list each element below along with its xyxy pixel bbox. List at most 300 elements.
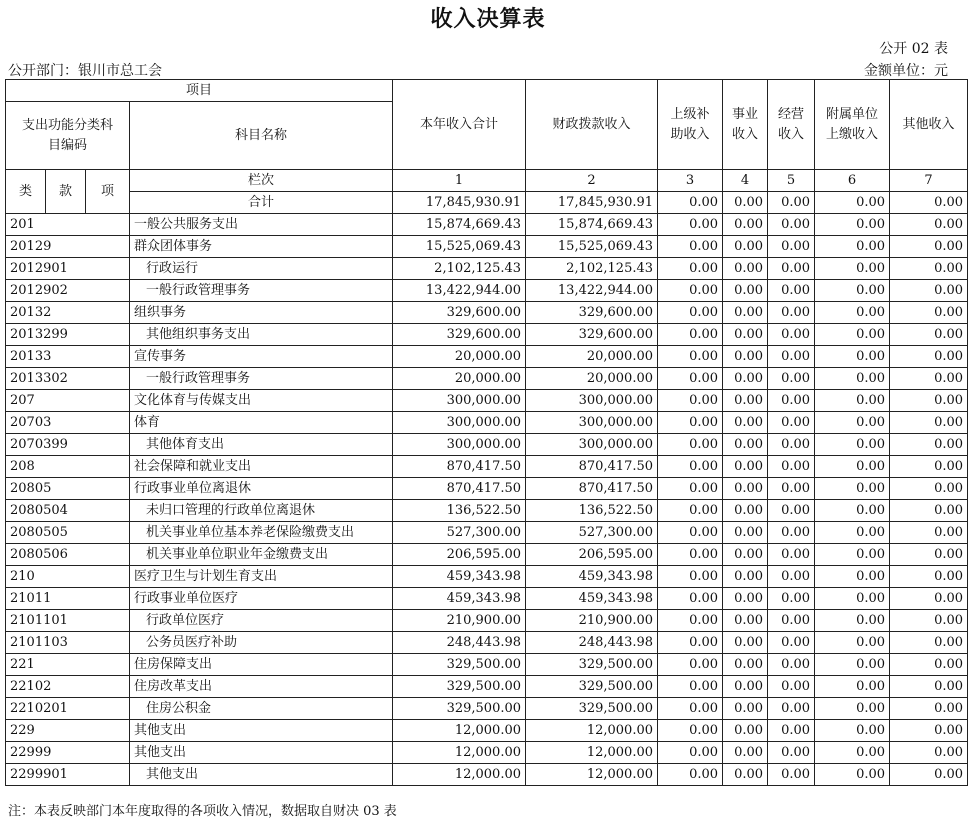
total-value: 0.00 [890,192,968,214]
row-value: 870,417.50 [393,478,526,500]
row-value: 300,000.00 [526,390,658,412]
column-number-row [6,170,968,192]
row-code: 207 [6,390,130,412]
column-number: 6 [815,170,890,192]
row-value: 210,900.00 [526,610,658,632]
row-value: 0.00 [890,720,968,742]
business-income-header-line1: 事业 [732,106,759,122]
row-value: 12,000.00 [526,742,658,764]
row-code: 2012902 [6,280,130,302]
row-value: 0.00 [723,258,768,280]
row-value: 0.00 [815,698,890,720]
row-value: 0.00 [890,390,968,412]
row-subject-name: 一般公共服务支出 [130,214,393,236]
table-row [6,478,968,500]
table-row [6,434,968,456]
row-value: 0.00 [815,412,890,434]
row-subject-name: 宣传事务 [130,346,393,368]
row-value: 0.00 [890,368,968,390]
row-code: 2070399 [6,434,130,456]
row-subject-name: 一般行政管理事务 [130,280,393,302]
column-number: 3 [658,170,723,192]
row-value: 0.00 [890,566,968,588]
footnote: 注：本表反映部门本年度取得的各项收入情况，数据取自财决 03 表 [8,804,397,819]
row-value: 0.00 [723,390,768,412]
operating-income-header-line2: 收入 [778,126,805,142]
column-number: 1 [393,170,526,192]
row-value: 459,343.98 [526,588,658,610]
row-code: 20132 [6,302,130,324]
row-value: 0.00 [723,324,768,346]
row-subject-name: 体育 [130,412,393,434]
table-row [6,632,968,654]
upper-subsidy-header-line1: 上级补 [670,106,710,122]
row-value: 0.00 [768,324,815,346]
row-value: 13,422,944.00 [393,280,526,302]
row-value: 0.00 [723,566,768,588]
row-value: 20,000.00 [393,368,526,390]
row-subject-name: 机关事业单位职业年金缴费支出 [130,544,393,566]
row-value: 0.00 [890,456,968,478]
row-value: 0.00 [815,720,890,742]
table-row [6,522,968,544]
row-value: 0.00 [815,610,890,632]
table-row [6,742,968,764]
row-value: 0.00 [658,610,723,632]
row-subject-name: 群众团体事务 [130,236,393,258]
row-code: 2210201 [6,698,130,720]
row-value: 0.00 [723,742,768,764]
other-income-header: 其他收入 [890,80,968,170]
row-value: 0.00 [723,522,768,544]
row-code: 2299901 [6,764,130,786]
row-value: 0.00 [815,258,890,280]
row-value: 0.00 [890,500,968,522]
row-value: 248,443.98 [393,632,526,654]
row-value: 329,600.00 [393,324,526,346]
table-row [6,346,968,368]
row-value: 13,422,944.00 [526,280,658,302]
row-value: 206,595.00 [393,544,526,566]
row-value: 329,500.00 [526,654,658,676]
row-code: 2080506 [6,544,130,566]
row-subject-name: 其他支出 [130,742,393,764]
table-row [6,588,968,610]
row-value: 329,500.00 [526,676,658,698]
row-value: 2,102,125.43 [393,258,526,280]
row-value: 0.00 [815,676,890,698]
row-value: 0.00 [658,368,723,390]
amount-unit-label: 金额单位：元 [864,63,948,79]
row-value: 300,000.00 [526,434,658,456]
table-row [6,368,968,390]
row-value: 0.00 [768,500,815,522]
row-subject-name: 其他体育支出 [130,434,393,456]
row-value: 0.00 [768,676,815,698]
row-value: 0.00 [768,214,815,236]
table-row [6,280,968,302]
row-value: 300,000.00 [526,412,658,434]
row-value: 12,000.00 [393,720,526,742]
row-value: 0.00 [768,522,815,544]
row-subject-name: 一般行政管理事务 [130,368,393,390]
upper-subsidy-header-line2: 助收入 [670,126,710,142]
row-code: 20703 [6,412,130,434]
row-code: 2080505 [6,522,130,544]
row-value: 0.00 [658,566,723,588]
row-value: 15,525,069.43 [393,236,526,258]
row-code: 210 [6,566,130,588]
row-value: 210,900.00 [393,610,526,632]
total-income-header: 本年收入合计 [393,80,526,170]
row-subject-name: 行政事业单位离退休 [130,478,393,500]
page-title: 收入决算表 [430,7,546,32]
row-value: 870,417.50 [526,478,658,500]
row-value: 0.00 [658,544,723,566]
row-value: 0.00 [723,434,768,456]
table-row [6,676,968,698]
header-row-1 [6,80,968,102]
row-subject-name: 社会保障和就业支出 [130,456,393,478]
row-value: 300,000.00 [393,390,526,412]
row-value: 0.00 [723,720,768,742]
row-value: 20,000.00 [393,346,526,368]
row-value: 0.00 [815,764,890,786]
row-value: 0.00 [658,522,723,544]
row-value: 0.00 [815,302,890,324]
row-value: 0.00 [658,258,723,280]
row-subject-name: 医疗卫生与计划生育支出 [130,566,393,588]
row-value: 0.00 [723,478,768,500]
row-value: 0.00 [658,390,723,412]
table-row [6,390,968,412]
table-row [6,456,968,478]
row-value: 0.00 [890,346,968,368]
row-value: 12,000.00 [526,720,658,742]
row-value: 0.00 [658,412,723,434]
affiliated-income-header-line2: 上缴收入 [826,126,879,142]
row-value: 206,595.00 [526,544,658,566]
row-subject-name: 其他支出 [130,720,393,742]
row-subject-name: 公务员医疗补助 [130,632,393,654]
row-value: 0.00 [890,544,968,566]
affiliated-income-header [815,80,890,170]
row-value: 12,000.00 [526,764,658,786]
row-value: 0.00 [890,324,968,346]
row-subject-name: 其他支出 [130,764,393,786]
row-value: 0.00 [768,698,815,720]
row-code: 2101101 [6,610,130,632]
row-value: 0.00 [658,654,723,676]
row-value: 459,343.98 [393,588,526,610]
row-value: 0.00 [658,632,723,654]
total-value: 17,845,930.91 [526,192,658,214]
row-value: 0.00 [768,456,815,478]
table-row [6,566,968,588]
row-subject-name: 住房改革支出 [130,676,393,698]
row-code: 20805 [6,478,130,500]
row-value: 0.00 [815,742,890,764]
row-value: 0.00 [890,742,968,764]
row-value: 0.00 [815,324,890,346]
lei-header: 类 [6,170,46,214]
row-value: 12,000.00 [393,764,526,786]
row-value: 0.00 [768,434,815,456]
row-value: 0.00 [815,214,890,236]
business-income-header-line2: 收入 [732,126,759,142]
row-value: 0.00 [723,698,768,720]
row-value: 0.00 [890,610,968,632]
row-value: 0.00 [768,764,815,786]
column-number: 4 [723,170,768,192]
row-code: 208 [6,456,130,478]
row-value: 0.00 [890,302,968,324]
row-value: 0.00 [890,434,968,456]
row-value: 20,000.00 [526,346,658,368]
row-value: 329,500.00 [393,698,526,720]
total-value: 0.00 [768,192,815,214]
row-code: 22999 [6,742,130,764]
row-code: 20129 [6,236,130,258]
row-value: 0.00 [815,346,890,368]
row-value: 0.00 [815,632,890,654]
row-value: 0.00 [815,654,890,676]
row-value: 0.00 [890,632,968,654]
form-number: 公开 02 表 [879,41,948,57]
row-value: 0.00 [723,544,768,566]
row-value: 0.00 [890,236,968,258]
row-code: 201 [6,214,130,236]
row-value: 0.00 [768,258,815,280]
row-value: 0.00 [768,632,815,654]
column-label: 栏次 [130,170,393,192]
row-code: 2080504 [6,500,130,522]
row-value: 0.00 [768,390,815,412]
row-value: 0.00 [658,588,723,610]
row-value: 329,500.00 [393,654,526,676]
table-row [6,610,968,632]
row-value: 0.00 [658,676,723,698]
row-value: 329,600.00 [393,302,526,324]
row-subject-name: 其他组织事务支出 [130,324,393,346]
row-value: 0.00 [815,390,890,412]
row-value: 329,500.00 [393,676,526,698]
row-value: 0.00 [723,610,768,632]
table-row [6,720,968,742]
row-value: 0.00 [815,522,890,544]
upper-subsidy-header [658,80,723,170]
row-value: 0.00 [890,258,968,280]
row-value: 136,522.50 [526,500,658,522]
row-subject-name: 行政运行 [130,258,393,280]
column-number: 7 [890,170,968,192]
row-code: 2101103 [6,632,130,654]
row-value: 0.00 [768,610,815,632]
table-row [6,500,968,522]
row-value: 0.00 [890,588,968,610]
table-row [6,324,968,346]
row-value: 0.00 [658,500,723,522]
subject-name-header: 科目名称 [130,102,393,170]
row-value: 527,300.00 [393,522,526,544]
table-row [6,764,968,786]
row-value: 0.00 [723,456,768,478]
row-subject-name: 机关事业单位基本养老保险缴费支出 [130,522,393,544]
row-value: 0.00 [723,676,768,698]
row-value: 0.00 [723,368,768,390]
row-value: 0.00 [658,456,723,478]
row-value: 0.00 [890,412,968,434]
row-value: 0.00 [768,302,815,324]
row-value: 0.00 [768,478,815,500]
row-value: 15,874,669.43 [393,214,526,236]
row-value: 459,343.98 [526,566,658,588]
row-value: 0.00 [723,764,768,786]
total-label: 合计 [130,192,393,214]
row-value: 0.00 [768,368,815,390]
affiliated-income-header-line1: 附属单位 [826,106,879,122]
total-value: 0.00 [658,192,723,214]
row-value: 0.00 [658,478,723,500]
row-value: 0.00 [768,720,815,742]
total-row [6,192,968,214]
row-value: 0.00 [890,764,968,786]
row-value: 0.00 [890,698,968,720]
row-value: 0.00 [768,280,815,302]
row-value: 0.00 [658,346,723,368]
row-subject-name: 行政事业单位医疗 [130,588,393,610]
total-value: 0.00 [815,192,890,214]
row-value: 0.00 [658,236,723,258]
row-subject-name: 组织事务 [130,302,393,324]
row-value: 0.00 [723,500,768,522]
row-subject-name: 未归口管理的行政单位离退休 [130,500,393,522]
table-row [6,258,968,280]
row-value: 0.00 [723,632,768,654]
row-value: 0.00 [768,412,815,434]
row-value: 0.00 [890,522,968,544]
row-code: 2012901 [6,258,130,280]
table-row [6,302,968,324]
row-value: 0.00 [723,588,768,610]
row-value: 0.00 [815,478,890,500]
row-value: 0.00 [658,434,723,456]
row-code: 22102 [6,676,130,698]
row-value: 0.00 [723,412,768,434]
business-income-header [723,80,768,170]
row-value: 0.00 [815,434,890,456]
row-value: 0.00 [723,214,768,236]
row-value: 0.00 [768,654,815,676]
row-value: 0.00 [658,720,723,742]
row-value: 300,000.00 [393,412,526,434]
row-value: 248,443.98 [526,632,658,654]
row-value: 0.00 [658,698,723,720]
row-value: 0.00 [723,302,768,324]
row-subject-name: 住房保障支出 [130,654,393,676]
row-value: 0.00 [723,236,768,258]
row-value: 0.00 [815,500,890,522]
column-number: 2 [526,170,658,192]
row-code: 21011 [6,588,130,610]
row-value: 0.00 [768,566,815,588]
row-value: 0.00 [890,478,968,500]
row-value: 0.00 [658,302,723,324]
income-table [5,79,968,786]
row-value: 0.00 [658,280,723,302]
row-code: 2013299 [6,324,130,346]
row-value: 0.00 [815,566,890,588]
row-value: 0.00 [723,280,768,302]
row-value: 15,874,669.43 [526,214,658,236]
table-row [6,412,968,434]
row-value: 0.00 [890,214,968,236]
row-value: 0.00 [890,280,968,302]
fiscal-income-header: 财政拨款收入 [526,80,658,170]
department-label: 公开部门：银川市总工会 [8,63,162,79]
function-code-header [6,102,130,170]
row-value: 136,522.50 [393,500,526,522]
row-value: 300,000.00 [393,434,526,456]
row-value: 0.00 [768,544,815,566]
row-value: 2,102,125.43 [526,258,658,280]
table-row [6,654,968,676]
row-value: 870,417.50 [526,456,658,478]
table-row [6,214,968,236]
item-header: 项目 [6,80,393,102]
table-row [6,544,968,566]
row-code: 221 [6,654,130,676]
row-code: 229 [6,720,130,742]
row-value: 0.00 [815,588,890,610]
total-value: 0.00 [723,192,768,214]
row-value: 0.00 [768,742,815,764]
row-code: 20133 [6,346,130,368]
row-value: 329,500.00 [526,698,658,720]
row-value: 0.00 [768,236,815,258]
row-value: 0.00 [815,280,890,302]
row-value: 15,525,069.43 [526,236,658,258]
row-value: 0.00 [815,544,890,566]
function-code-header-line2: 目编码 [47,137,87,153]
table-row [6,236,968,258]
kuan-header: 款 [46,170,86,214]
column-number: 5 [768,170,815,192]
row-value: 0.00 [768,588,815,610]
row-value: 0.00 [768,346,815,368]
row-value: 0.00 [658,742,723,764]
function-code-header-line1: 支出功能分类科 [21,117,113,133]
operating-income-header [768,80,815,170]
xiang-header: 项 [86,170,130,214]
row-value: 0.00 [890,654,968,676]
row-subject-name: 文化体育与传媒支出 [130,390,393,412]
row-value: 527,300.00 [526,522,658,544]
row-value: 12,000.00 [393,742,526,764]
row-subject-name: 住房公积金 [130,698,393,720]
row-value: 20,000.00 [526,368,658,390]
row-value: 0.00 [658,764,723,786]
table-row [6,698,968,720]
row-value: 459,343.98 [393,566,526,588]
row-value: 0.00 [815,236,890,258]
row-value: 0.00 [890,676,968,698]
row-value: 0.00 [658,324,723,346]
row-value: 329,600.00 [526,324,658,346]
row-subject-name: 行政单位医疗 [130,610,393,632]
row-value: 0.00 [815,368,890,390]
row-value: 0.00 [723,654,768,676]
